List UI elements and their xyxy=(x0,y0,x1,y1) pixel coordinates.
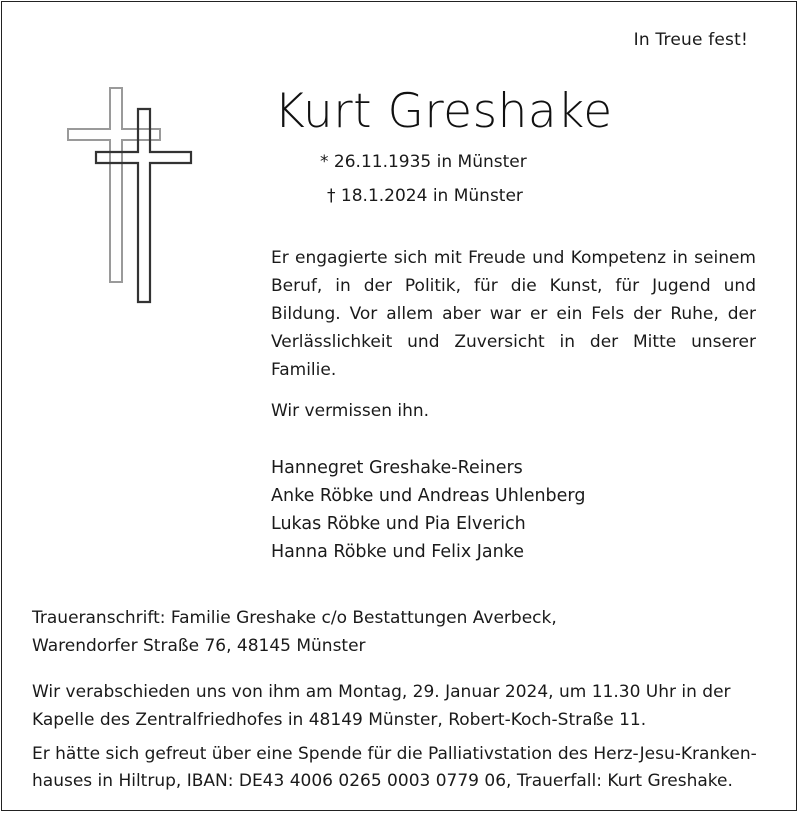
birth-date: * 26.11.1935 in Münster xyxy=(320,152,527,172)
mourner: Hannegret Greshake-Reiners xyxy=(271,458,523,478)
mourner: Lukas Röbke und Pia Elverich xyxy=(271,514,526,534)
funeral-info xyxy=(32,678,772,734)
deceased-name: Kurt Greshake xyxy=(274,84,613,139)
tribute-text: Er engagierte sich mit Freude und Kompetenz in seinem Beruf, in der Politik, für die Kunst, für Jugend und Bildung. Vor allem aber war er ein Fels der Ruhe, der Verlässlichkeit und Zuversicht in der Mitte unserer Familie. xyxy=(271,248,756,380)
funeral-line: Kapelle des Zentralfriedhofes in 48149 Münster, Robert-Koch-Straße 11. xyxy=(32,710,647,730)
motto: In Treue fest! xyxy=(633,30,748,50)
double-cross-icon xyxy=(64,86,196,308)
mourner: Anke Röbke und Andreas Uhlenberg xyxy=(271,486,586,506)
funeral-line: Wir verabschieden uns von ihm am Montag, 29. Januar 2024, um 11.30 Uhr in der xyxy=(32,682,731,702)
mourners-list xyxy=(271,454,585,566)
miss-line: Wir vermissen ihn. xyxy=(271,401,430,421)
donation-line: Er hätte sich gefreut über eine Spende für die Palliativstation des Herz-Jesu-Kranken- xyxy=(32,744,757,764)
donation-line: hauses in Hiltrup, IBAN: DE43 4006 0265 0003 0779 06, Trauerfall: Kurt Greshake. xyxy=(32,771,733,791)
light-cross xyxy=(68,88,160,282)
mourner: Hanna Röbke und Felix Janke xyxy=(271,542,525,562)
address-line: Warendorfer Straße 76, 48145 Münster xyxy=(32,636,366,656)
mourning-address xyxy=(32,604,557,660)
donation-info xyxy=(32,741,772,795)
death-date: † 18.1.2024 in Münster xyxy=(327,186,523,206)
address-line: Traueranschrift: Familie Greshake c/o Bestattungen Averbeck, xyxy=(32,608,557,628)
